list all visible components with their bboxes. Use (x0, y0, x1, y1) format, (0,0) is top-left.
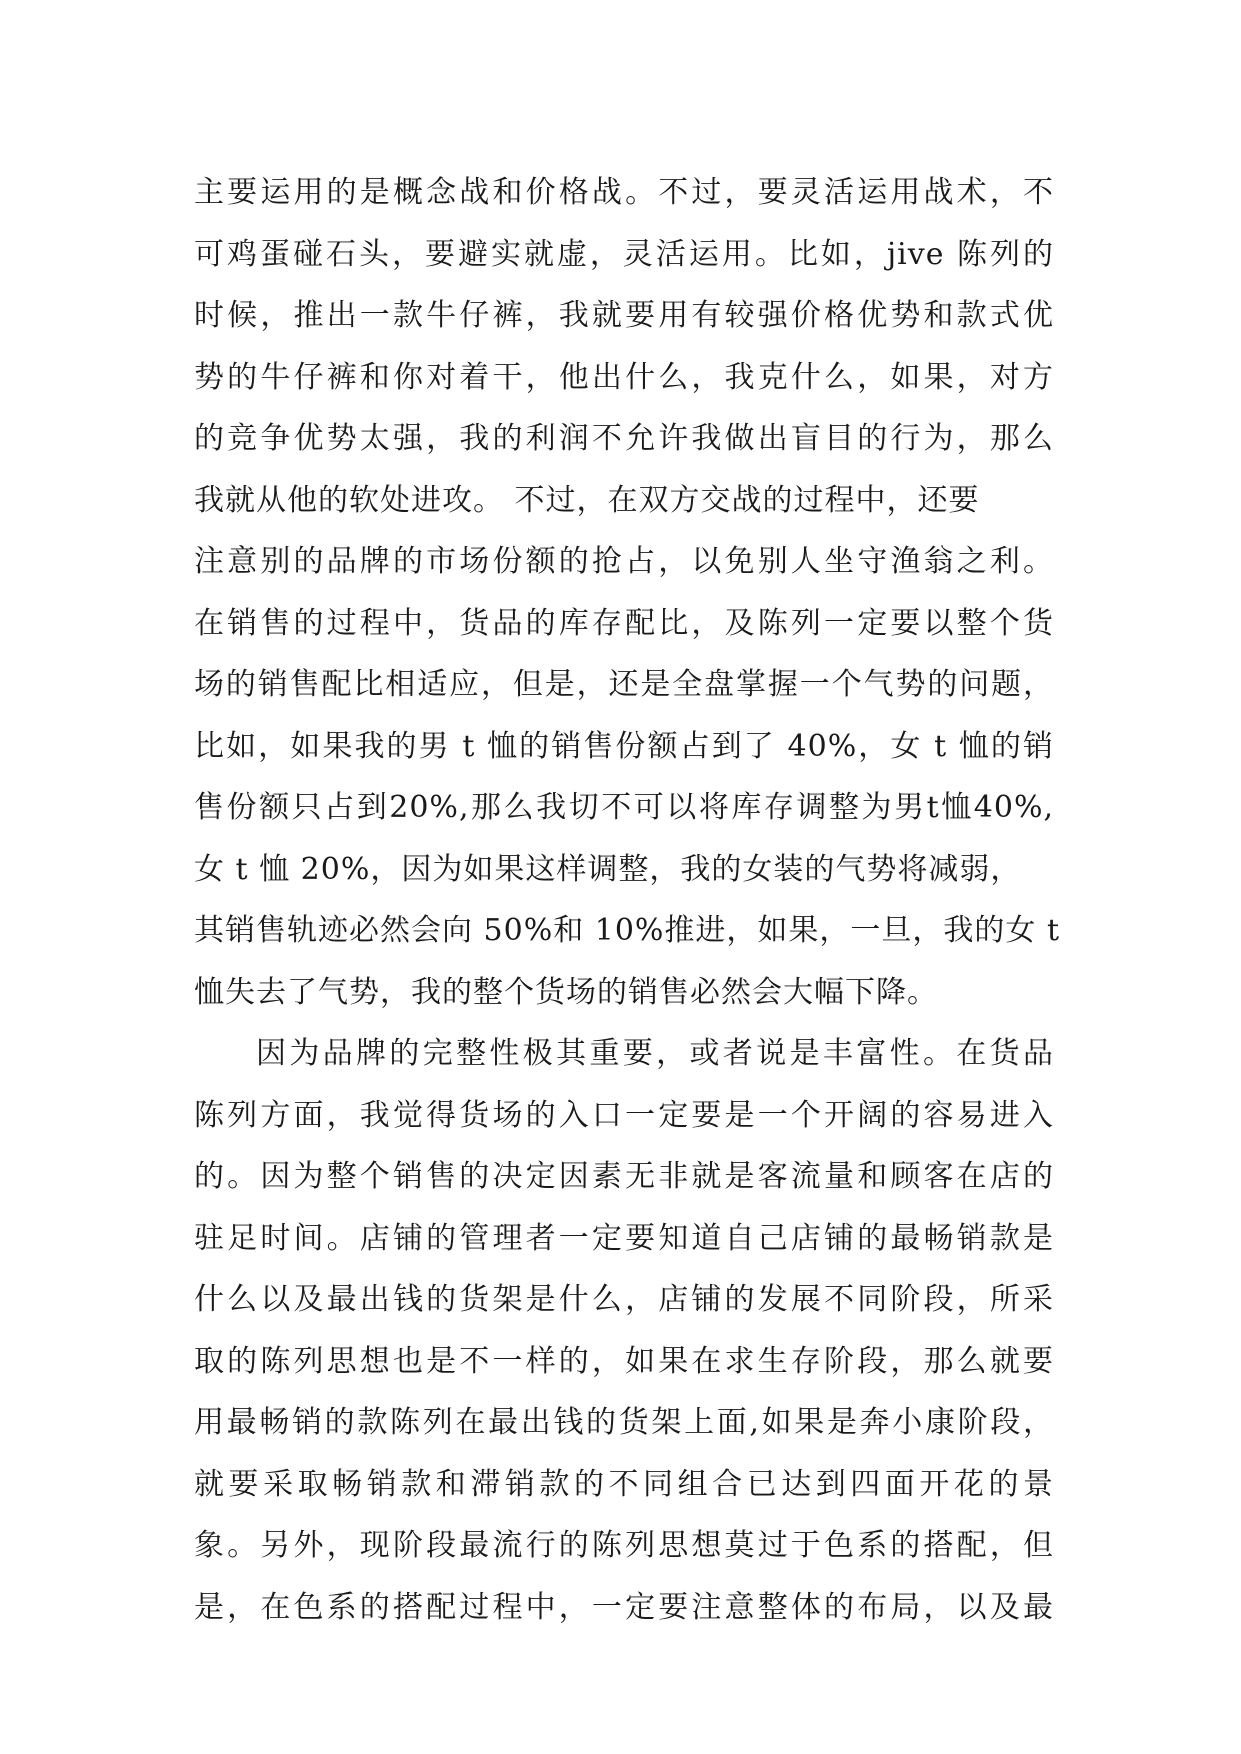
text-line: 因为品牌的完整性极其重要，或者说是丰富性。在货品 (256, 1036, 1054, 1071)
text-line: 我就从他的软处进攻。 不过，在双方交战的过程中，还要 (194, 482, 980, 518)
text-line: 恤失去了气势，我的整个货场的销售必然会大幅下降。 (194, 974, 938, 1010)
text-line: 其销售轨迹必然会向 50%和 10%推进，如果，一旦，我的女 t (194, 913, 1061, 948)
text-line: 售份额只占到20%,那么我切不可以将库存调整为男t恤40%, (194, 790, 1054, 825)
text-line: 什么以及最出钱的货架是什么，店铺的发展不同阶段，所采 (194, 1282, 1054, 1317)
text-line: 注意别的品牌的市场份额的抢占，以免别人坐守渔翁之利。 (194, 544, 1054, 579)
text-line: 势的牛仔裤和你对着干，他出什么，我克什么，如果，对方 (194, 359, 1054, 395)
text-line: 驻足时间。店铺的管理者一定要知道自己店铺的最畅销款是 (194, 1220, 1054, 1256)
text-line: 就要采取畅销款和滞销款的不同组合已达到四面开花的景 (194, 1466, 1054, 1502)
text-line: 场的销售配比相适应，但是，还是全盘掌握一个气势的问题， (194, 667, 1054, 702)
text-line: 在销售的过程中，货品的库存配比，及陈列一定要以整个货 (194, 605, 1054, 641)
text-line: 的。因为整个销售的决定因素无非就是客流量和顾客在店的 (194, 1159, 1054, 1194)
text-line: 用最畅销的款陈列在最出钱的货架上面,如果是奔小康阶段， (194, 1405, 1054, 1440)
text-line: 时候，推出一款牛仔裤，我就要用有较强价格优势和款式优 (194, 298, 1054, 333)
text-line: 比如，如果我的男 t 恤的销售份额占到了 40%，女 t 恤的销 (194, 728, 1054, 764)
text-line: 的竞争优势太强，我的利润不允许我做出盲目的行为，那么 (194, 421, 1054, 456)
text-line: 主要运用的是概念战和价格战。不过，要灵活运用战术，不 (194, 175, 1054, 210)
text-line: 取的陈列思想也是不一样的，如果在求生存阶段，那么就要 (194, 1343, 1054, 1379)
text-line: 可鸡蛋碰石头，要避实就虚，灵活运用。比如，jive 陈列的 (194, 236, 1054, 272)
text-line: 是，在色系的搭配过程中，一定要注意整体的布局，以及最 (194, 1589, 1054, 1625)
text-line: 女 t 恤 20%，因为如果这样调整，我的女装的气势将减弱， (194, 851, 1022, 887)
text-line: 陈列方面，我觉得货场的入口一定要是一个开阔的容易进入 (194, 1097, 1054, 1133)
body-text (194, 162, 1061, 1638)
text-line: 象。另外，现阶段最流行的陈列思想莫过于色系的搭配，但 (194, 1528, 1054, 1563)
